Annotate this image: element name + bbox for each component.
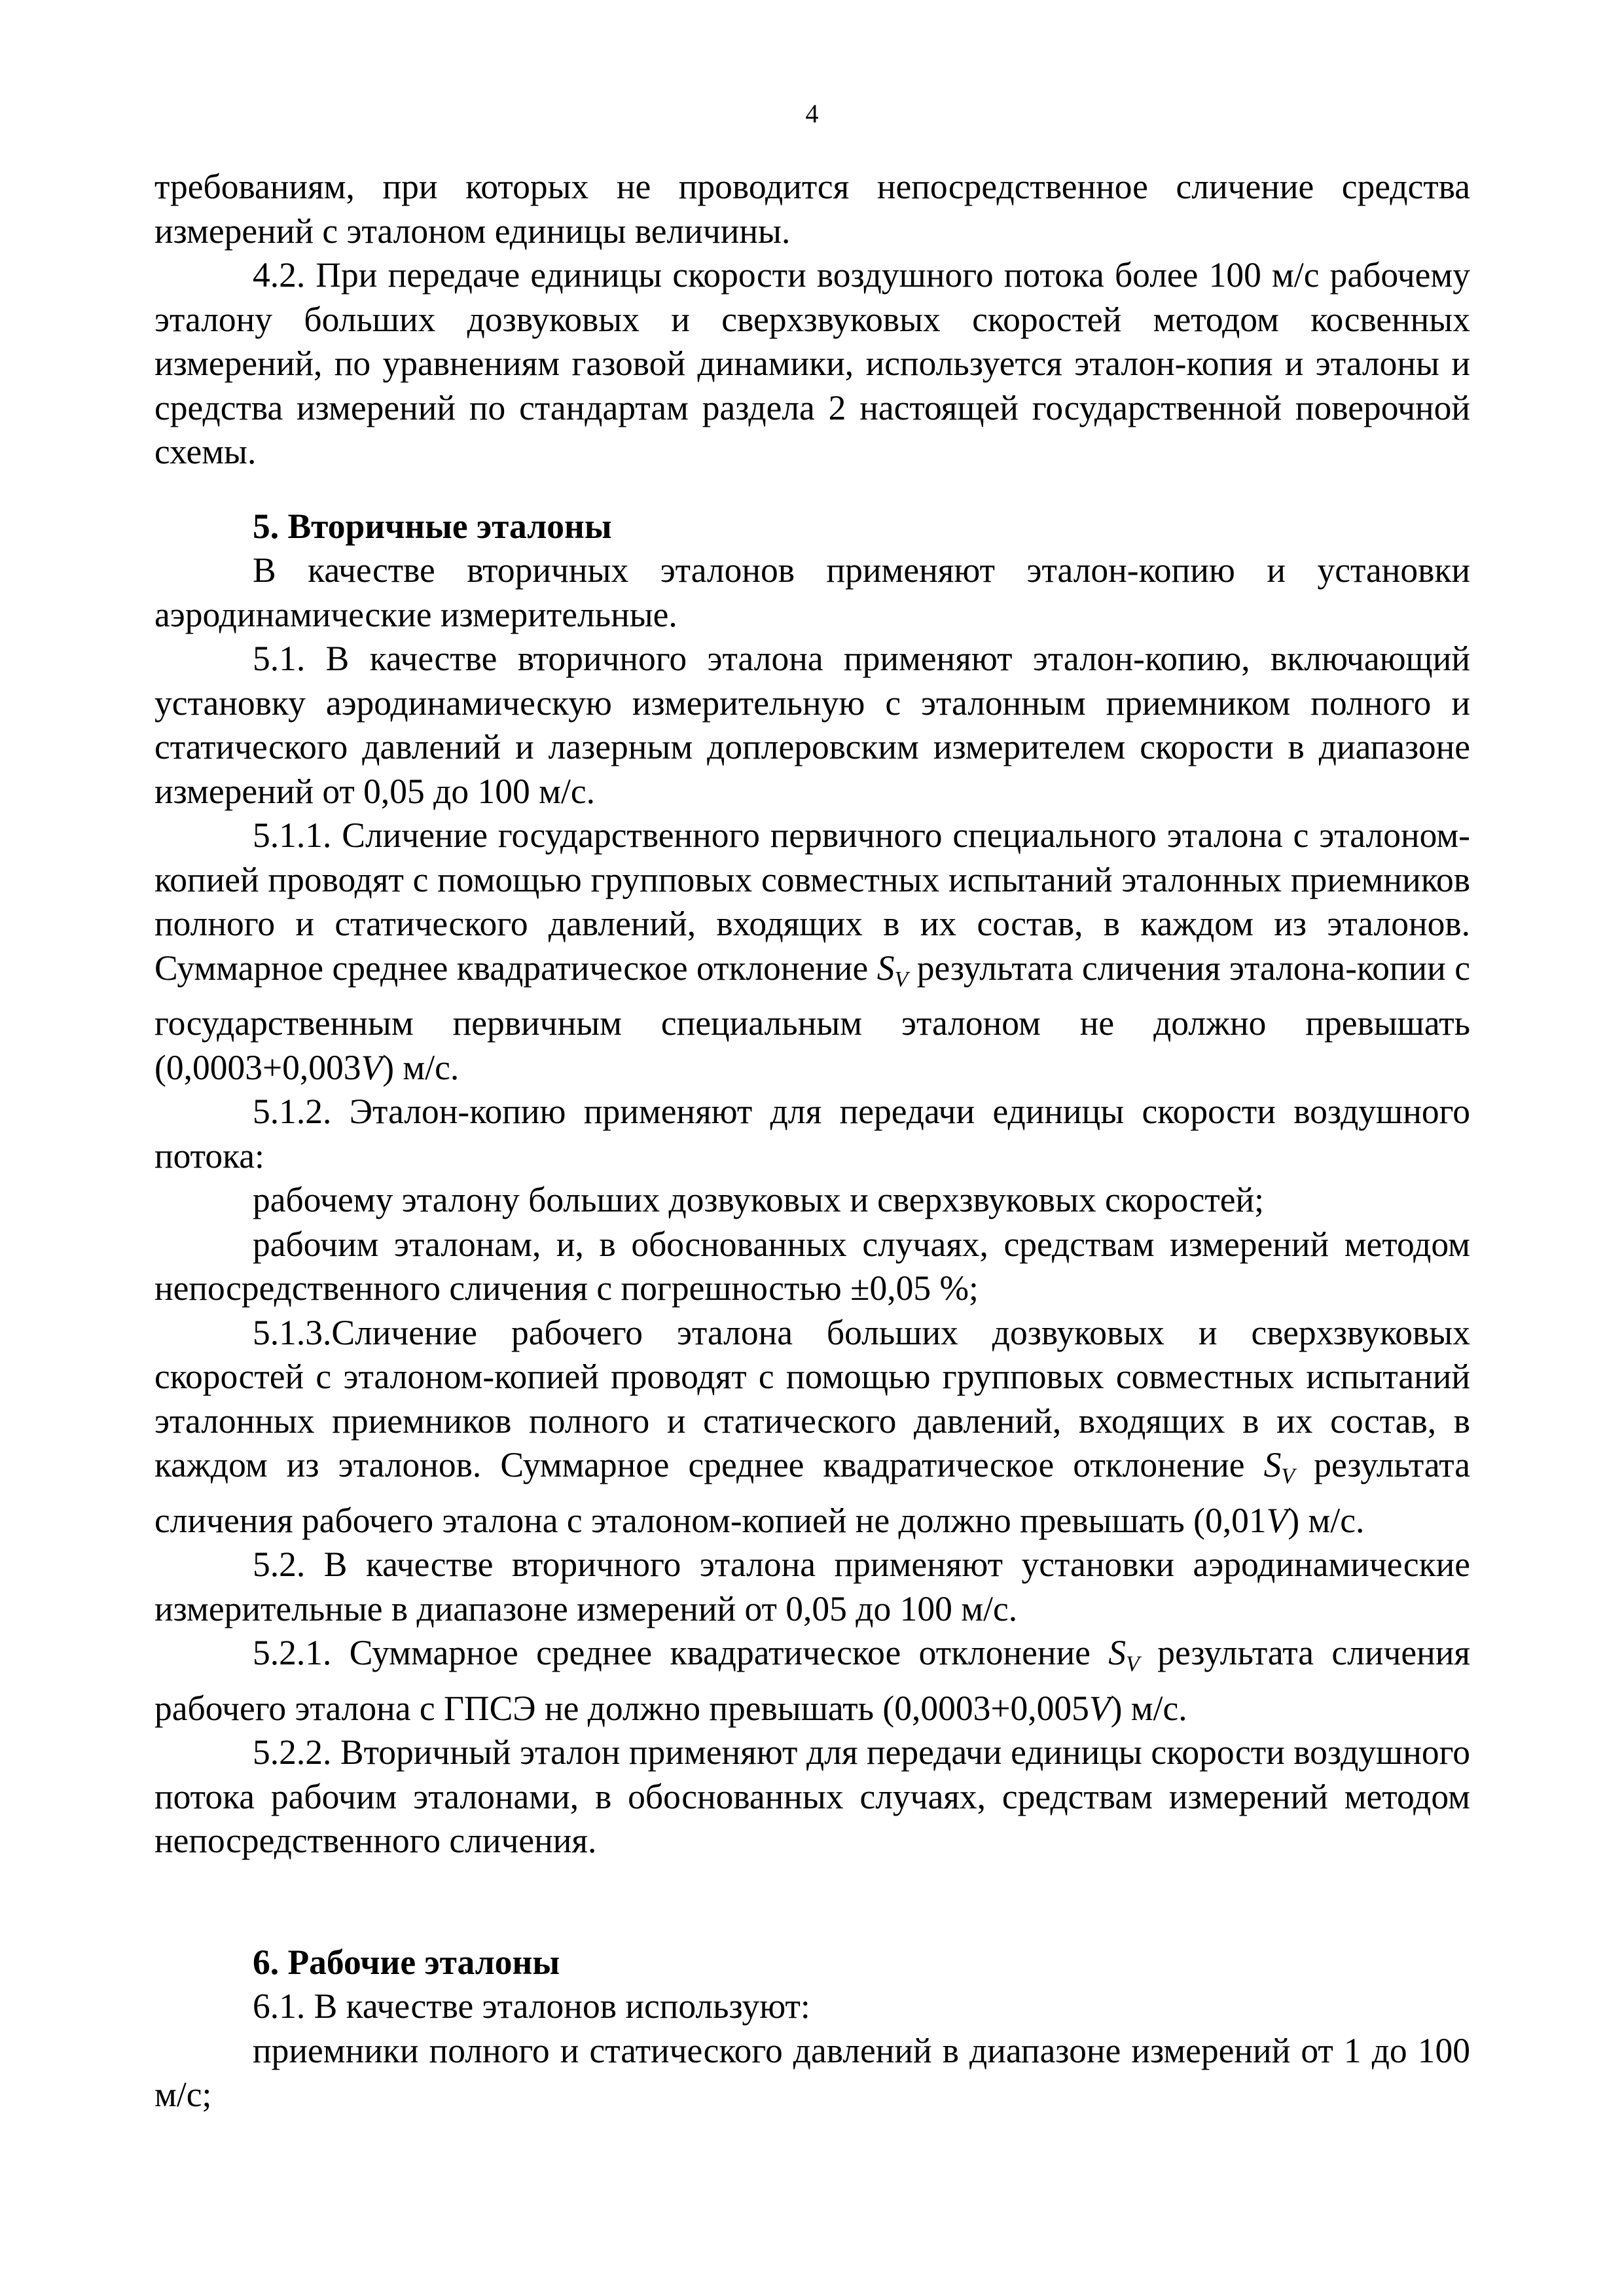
clause-number: 5.1.1. — [253, 816, 332, 855]
clause-text: Сличение государственного первичного специального эталона с эталоном-копией проводят с помощью групповых совместных испытаний эталонных приемников полного и статического давлений, входящих в их состав, в каждом из эталонов. Суммарное среднее квадратическое отклонение — [154, 816, 1470, 988]
paragraph-continuation: требованиям, при которых не проводится непосредственное сличение средства измерений с эталоном единицы величины. — [154, 167, 1470, 251]
list-item: рабочему эталону больших дозвуковых и сверхзвуковых скоростей; — [253, 1180, 1264, 1219]
symbol-subscript-v: V — [894, 967, 909, 992]
paragraph-6-1: 6.1. В качестве эталонов используют: — [253, 1986, 810, 2026]
paragraph-5-2 — [154, 1543, 1470, 1631]
clause-text: Эталон-копию применяют для передачи единицы скорости воздушного потока: — [154, 1092, 1470, 1175]
paragraph-4-2 — [154, 253, 1470, 475]
paragraph-5-2-1 — [154, 1631, 1470, 1731]
clause-number: 5.1. — [253, 639, 306, 678]
section-heading-5: 5. Вторичные эталоны — [253, 506, 612, 546]
paragraph-5-1-1 — [154, 814, 1470, 1090]
paragraph-5-1 — [154, 637, 1470, 814]
paragraph-5-1-2 — [154, 1090, 1470, 1178]
clause-number: 5.1.3. — [253, 1312, 332, 1352]
list-item: рабочим эталонам, и, в обоснованных случаях, средствам измерений методом непосредственного сличения с погрешностью ±0,05 %; — [154, 1224, 1470, 1308]
clause-number: 5.2.1. — [253, 1633, 332, 1672]
clause-text: При передаче единицы скорости воздушного потока более 100 м/с рабочему эталону больших дозвуковых и сверхзвуковых скоростей методом косвенных измерений, по уравнениям газовой динамики, используется эталон-копия и эталоны и средства измерений по стандартам раздела 2 настоящей государственной поверочной схемы. — [154, 255, 1470, 471]
clause-text: результата сличения эталона-копии с государственным первичным специальным эталоном не должно превышать (0,0003+0,003 — [154, 948, 1470, 1087]
symbol-v: V — [1089, 1688, 1111, 1728]
paragraph-5-2-2 — [154, 1731, 1470, 1863]
symbol-subscript-v: V — [1281, 1464, 1295, 1488]
clause-text: ) м/с. — [1110, 1688, 1187, 1728]
document-body — [154, 165, 1470, 2117]
symbol-s: S — [876, 948, 895, 988]
paragraph-section-5-intro: В качестве вторичных эталонов применяют эталон-копию и установки аэродинамические измерительные. — [154, 550, 1470, 634]
paragraph-5-1-3 — [154, 1311, 1470, 1543]
clause-number: 5.2. — [253, 1545, 306, 1584]
clause-text: ) м/с. — [382, 1047, 460, 1087]
symbol-s: S — [1263, 1445, 1282, 1484]
clause-text: результата сличения рабочего эталона с ГПСЭ не должно превышать (0,0003+0,005 — [154, 1633, 1471, 1728]
symbol-v: V — [361, 1047, 383, 1087]
clause-number: 5.1.2. — [253, 1092, 332, 1131]
clause-text: Суммарное среднее квадратическое отклонение — [331, 1633, 1109, 1672]
clause-text: Сличение рабочего эталона больших дозвуковых и сверхзвуковых скоростей с эталоном-копией проводят с помощью групповых совместных испытаний эталонных приемников полного и статического давлений, входящих в их состав, в каждом из эталонов. Суммарное среднее квадратическое отклонение — [154, 1312, 1470, 1484]
clause-text: результата сличения рабочего эталона с эталоном-копией не должно превышать (0,01 — [154, 1445, 1471, 1540]
symbol-s: S — [1108, 1633, 1127, 1672]
clause-text: В качестве вторичного эталона применяют установки аэродинамические измерительные в диапазоне измерений от 0,05 до 100 м/с. — [154, 1545, 1470, 1628]
page-number: 4 — [805, 99, 819, 128]
clause-text: Вторичный эталон применяют для передачи единицы скорости воздушного потока рабочим эталонами, в обоснованных случаях, средствам измерений методом непосредственного сличения. — [154, 1732, 1470, 1860]
clause-text: В качестве вторичного эталона применяют эталон-копию, включающий установку аэродинамическую измерительную с эталонным приемником полного и статического давлений и лазерным доплеровским измерителем скорости в диапазоне измерений от 0,05 до 100 м/с. — [154, 639, 1470, 811]
symbol-subscript-v: V — [1126, 1652, 1140, 1676]
clause-text: ) м/с. — [1288, 1500, 1365, 1540]
list-item: приемники полного и статического давлений в диапазоне измерений от 1 до 100 м/с; — [154, 2030, 1470, 2114]
clause-number: 5.2.2. — [253, 1732, 332, 1772]
section-heading-6: 6. Рабочие эталоны — [253, 1942, 560, 1982]
clause-number: 4.2. — [253, 255, 306, 295]
symbol-v: V — [1266, 1500, 1288, 1540]
